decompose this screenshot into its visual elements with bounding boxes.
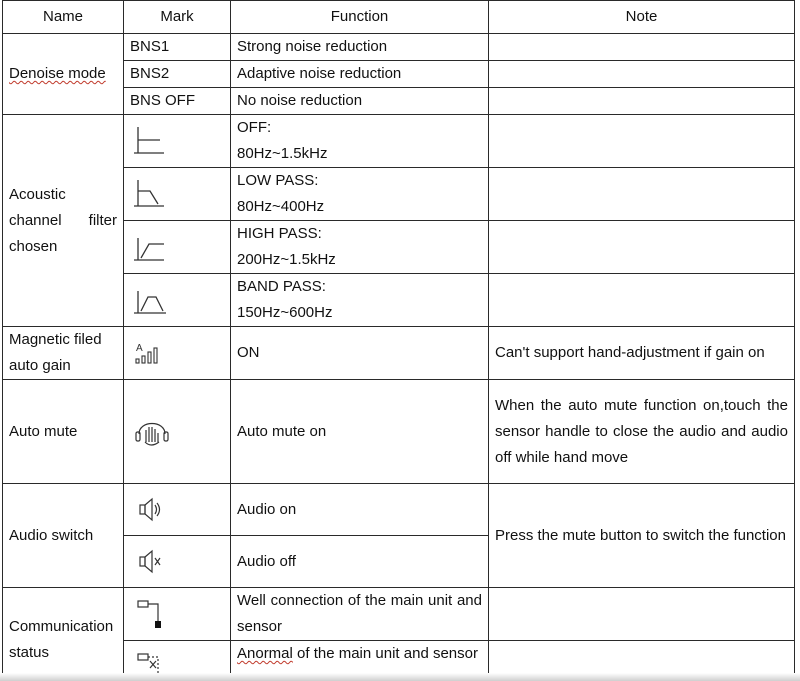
- mark-cell: BNS2: [124, 61, 231, 88]
- note-cell: [489, 115, 795, 168]
- speaker-off-icon: [130, 545, 170, 579]
- name-cell-communication: Communication status: [3, 588, 124, 681]
- mark-cell: [124, 115, 231, 168]
- table-row: [3, 588, 795, 641]
- function-cell: [231, 221, 489, 274]
- function-cell: [231, 274, 489, 327]
- name-cell-auto-mute: Auto mute: [3, 380, 124, 484]
- mark-cell: [124, 588, 231, 641]
- note-cell: Can't support hand-adjustment if gain on: [489, 327, 795, 380]
- filter-off-icon: [130, 124, 170, 158]
- mark-cell: [124, 536, 231, 588]
- table-row: [3, 115, 795, 168]
- note-cell: [489, 168, 795, 221]
- function-cell: Well connection of the main unit and sensor: [231, 588, 489, 641]
- name-cell-magnetic: Magnetic filed auto gain: [3, 327, 124, 380]
- filter-range: 80Hz~400Hz: [237, 198, 325, 215]
- note-cell: Press the mute button to switch the function: [489, 484, 795, 588]
- name-cell-filter: Acoustic channel filter chosen: [3, 115, 124, 327]
- bottom-fade: [0, 673, 800, 681]
- function-cell: Audio on: [231, 484, 489, 536]
- table-row: [3, 34, 795, 61]
- name-cell-denoise: [3, 34, 124, 115]
- note-cell: [489, 588, 795, 641]
- function-cell: [231, 115, 489, 168]
- mark-cell: BNS1: [124, 34, 231, 61]
- note-cell: [489, 34, 795, 61]
- filter-mode-title: LOW PASS:: [237, 172, 319, 189]
- note-cell: [489, 61, 795, 88]
- header-row: [3, 1, 795, 34]
- note-cell: [489, 221, 795, 274]
- filter-mode-title: OFF:: [237, 119, 272, 136]
- name-cell-audio-switch: Audio switch: [3, 484, 124, 588]
- function-cell: Audio off: [231, 536, 489, 588]
- band-pass-filter-icon: [130, 283, 170, 317]
- note-cell: When the auto mute function on,touch the sensor handle to close the audio and audio off while hand move: [489, 380, 795, 484]
- mark-cell: BNS OFF: [124, 88, 231, 115]
- table-row: [3, 327, 795, 380]
- header-name: Name: [3, 1, 124, 34]
- filter-mode-title: HIGH PASS:: [237, 225, 322, 242]
- note-cell: [489, 274, 795, 327]
- function-cell: ON: [231, 327, 489, 380]
- mark-cell: [124, 380, 231, 484]
- table-row: [3, 484, 795, 536]
- filter-range: 200Hz~1.5kHz: [237, 251, 336, 268]
- function-cell: [231, 168, 489, 221]
- filter-range: 80Hz~1.5kHz: [237, 145, 328, 162]
- mark-cell: [124, 327, 231, 380]
- function-cell: Strong noise reduction: [231, 34, 489, 61]
- spec-table: [2, 0, 795, 681]
- auto-gain-bars-icon: [130, 336, 170, 370]
- function-cell: No noise reduction: [231, 88, 489, 115]
- filter-range: 150Hz~600Hz: [237, 304, 333, 321]
- headphone-hand-icon: [130, 412, 174, 452]
- high-pass-filter-icon: [130, 230, 170, 264]
- function-cell: Auto mute on: [231, 380, 489, 484]
- auto-gain-letter: A: [136, 343, 143, 354]
- function-cell: Adaptive noise reduction: [231, 61, 489, 88]
- denoise-label: Denoise mode: [9, 65, 106, 82]
- header-function: Function: [231, 1, 489, 34]
- anormal-word: Anormal: [237, 645, 293, 662]
- table-row: [3, 380, 795, 484]
- header-mark: Mark: [124, 1, 231, 34]
- mark-cell: [124, 274, 231, 327]
- note-cell: [489, 88, 795, 115]
- speaker-on-icon: [130, 493, 170, 527]
- connection-ok-icon: [130, 597, 170, 631]
- filter-mode-title: BAND PASS:: [237, 278, 326, 295]
- mark-cell: [124, 221, 231, 274]
- header-note: Note: [489, 1, 795, 34]
- mark-cell: [124, 484, 231, 536]
- function-rest: of the main unit and sensor: [292, 645, 478, 662]
- mark-cell: [124, 168, 231, 221]
- spec-table-container: [2, 0, 796, 681]
- low-pass-filter-icon: [130, 177, 170, 211]
